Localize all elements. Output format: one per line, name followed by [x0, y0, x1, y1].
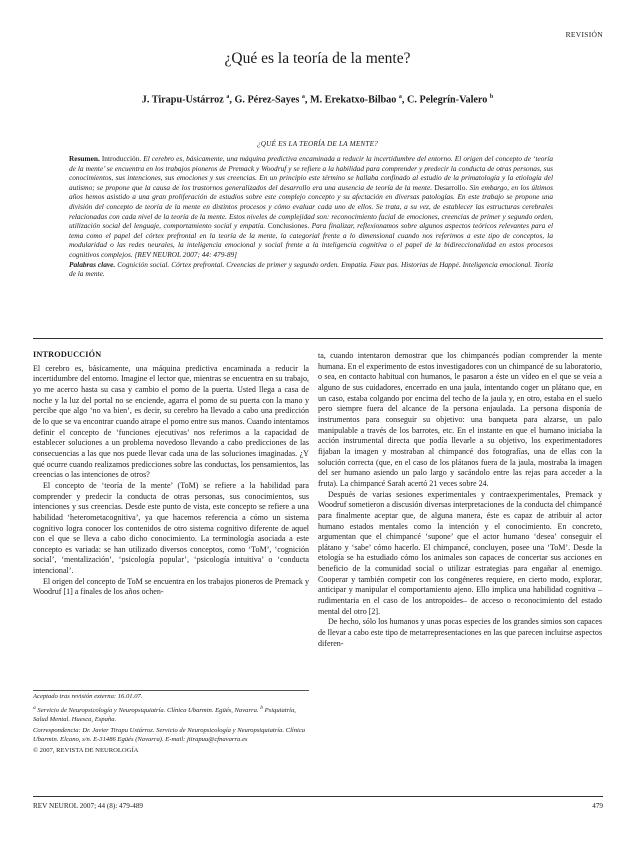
body-paragraph: Después de varias sesiones experimentales y contraexperimentales, Premack y Woodruf sometieron a discusión diversas interpretaciones de la conducta del chimpancé para finalmente aceptar que, de alguna manera, éste es capaz de atribuir al actor humano estados mentales como la intención y el conocimiento. En concreto, argumentan que el chimpancé ‘supone’ que el actor humano ‘desea’ conseguir el plátano y ‘sabe’ cómo hacerlo. El chimpancé, concluyen, posee una ‘ToM’. Desde la etología se ha estudiado cómo los animales son capaces de concertar sus acciones en beneficio de la comunidad social o utilizar estrategias para engañar al enemigo. Cooperar y también competir con los congéneres requiere, en cierto modo, explorar, anticipar y manipular el comportamiento ajeno. Ello implica una habilidad cognitiva –rudimentaria en el caso de los antropoides– de acceso o reconocimiento del estado mental del otro [2].	[318, 489, 602, 616]
affiliation-a: Servicio de Neuropsicología y Neuropsiquiatría. Clínica Ubarmin. Egüés, Navarra.	[37, 707, 259, 715]
body-paragraph: El origen del concepto de ToM se encuentra en los trabajos pioneros de Premack y Woodruf [1] a finales de los años ochen-	[33, 576, 309, 597]
keywords	[69, 260, 553, 279]
citation: [REV NEUROL 2007; 44: 479-89]	[134, 249, 238, 259]
footer-divider	[33, 796, 603, 797]
abstract-body	[69, 154, 553, 260]
keywords-text: Cognición social. Córtex prefrontal. Creencias de primer y segundo orden. Empatía. Faux pas. Historias de Happé. Inteligencia emocional. Teoría de la mente.	[69, 259, 554, 279]
conclusions-text: Para finalizar, reflexionamos sobre algunos aspectos teóricos relevantes para el tema como el papel del córtex prefrontal en la teoría de la mente, la categorial frente a lo dimensional cuando nos referimos a este tipo de conceptos, la modularidad o las redes neurales, la inteligencia emocional y social frente a la inteligencia cognitiva o el papel de la bidireccionalidad en estos procesos cognitivos complejos.	[69, 221, 554, 259]
footnote-divider	[33, 690, 309, 691]
abstract	[69, 154, 553, 279]
author-affiliation-mark: b	[489, 94, 494, 100]
section-divider	[33, 338, 603, 339]
affiliation-a-mark: a	[33, 705, 36, 712]
body-paragraph: El cerebro es, básicamente, una máquina predictiva encaminada a reducir la incertidumbre del entorno. Imagine el lector que, mientras se encuentra en su trabajo, yo me acerco hasta su casa y cambio el pomo de la puerta. Usted llega a casa de noche y la luz del portal no se enciende, agarra el pomo de su puerta con la mano y percibe que algo ‘no va bien’, es decir, su cerebro ha llevado a cabo una predicción de lo que se va encontrar cuando atrape el pomo entre sus manos. Cuando intentamos definir el concepto de ‘funciones ejecutivas’ nos referimos a la capacidad de establecer soluciones a un problema novedoso llevando a cabo predicciones de las consecuencias a las que nos puede llevar cada una de las soluciones imaginadas. ¿Y qué ocurre cuando realizamos predicciones sobre las conductas, los pensamientos, las creencias o las intenciones de otros?	[33, 363, 309, 480]
author-name: M. Erekatxo-Bilbao	[309, 94, 399, 106]
author-separator: ,	[304, 94, 310, 106]
author-name: C. Pelegrín-Valero	[407, 94, 490, 106]
keywords-label: Palabras clave.	[69, 259, 116, 269]
body-paragraph: ta, cuando intentaron demostrar que los chimpancés podían comprender la mente humana. En el experimento de estos investigadores con un chimpancé de su laboratorio, o sea, en contacto habitual con humanos, le pasaron a éste un vídeo en el que se veía a alguno de sus cuidadores, encerrado en una jaula, intentando coger un plátano que, en un caso, estaba colgando por encima del techo de la jaula y, en otro, estaba en el suelo pero siempre fuera del alcance de la persona enjaulada. La persona disponía de instrumentos para conseguir su objetivo: una banqueta para alzarse, un palo manipulable a través de los barrotes, etc. En el instante en que el humano iniciaba la acción instrumental directa que podía llevarle a su objetivo, los experimentadores fijaban la imagen y mostraban al chimpancé dos fotografías, una de ellas con la solución correcta (que, en el caso de los plátanos fuera de la jaula, mostraba la imagen del ser humano asiendo un palo largo y sacándolo entre las rejas para acceder a la fruta). La chimpancé Sarah acertó 21 veces sobre 24.	[318, 351, 602, 488]
right-column	[318, 351, 602, 649]
intro-text: El cerebro es, básicamente, una máquina predictiva encaminada a reducir la incertidumbre del entorno. El origen del concepto de ‘teoría de la mente’ se encuentra en los trabajos pioneros de Premack y Woodruf y se refiere a la habilidad para comprender y predecir la conducta de otras personas, sus conocimientos, sus intenciones, sus emociones y sus creencias. En un principio este término se hallaba confinado al estudio de la primatología y la etiología del autismo; se propone que la causa de los trastornos generalizados del desarrollo era una ausencia de teoría de la mente.	[69, 154, 553, 192]
accepted-date: Aceptado tras revisión externa: 16.01.07.	[33, 693, 143, 700]
copyright: © 2007, REVISTA DE NEUROLOGÍA	[33, 747, 139, 755]
author-affiliation-mark: a	[226, 94, 230, 100]
article-title: ¿Qué es la teoría de la mente?	[224, 50, 411, 67]
correspondence: Correspondencia: Dr. Javier Tirapu Ustárroz. Servicio de Neuropsicología y Neuropsiquiatría. Clínica Ubarmin. Elcano, s/n. E-31486 Egüés (Navarra). E-mail: jtirapuu@cfnavarra.es	[33, 727, 306, 743]
conclusions-label: Conclusiones.	[267, 221, 310, 231]
author-name: J. Tirapu-Ustárroz	[141, 94, 227, 106]
affiliations	[33, 704, 309, 724]
intro-heading: INTRODUCCIÓN	[33, 350, 102, 359]
left-column	[33, 350, 309, 598]
author-affiliation-mark: a	[398, 94, 402, 100]
footnotes	[33, 693, 309, 759]
author-list	[0, 94, 635, 105]
section-tag: REVISIÓN	[565, 30, 603, 39]
author-separator: ,	[229, 94, 235, 106]
author-affiliation-mark: a	[301, 94, 305, 100]
body-paragraph: De hecho, sólo los humanos y unas pocas especies de los grandes simios son capaces de llevar a cabo este tipo de metarrepresentaciones en las que parecen incluirse aspectos diferen-	[318, 617, 602, 648]
affiliation-b: Psiquiatría, Salud Mental. Huesca, España.	[33, 707, 296, 723]
body-paragraph: El concepto de ‘teoría de la mente’ (ToM) se refiere a la habilidad para comprender y predecir la conducta de otras personas, sus conocimientos, sus intenciones y sus creencias. Desde este punto de vista, este concepto se refiere a una habilidad ‘heterometacognitiva’, ya que hacemos referencia a cómo un sistema cognitivo logra conocer los contenidos de otro sistema cognitivo diferente de aquel con el que se lleva a cabo dicho conocimiento. La terminología asociada a este concepto es variada: se han utilizado diversos conceptos, como ‘ToM’, ‘cognición social’, ‘mentalización’, ‘psicología popular’, ‘psicología intuitiva’ o ‘conducta intencional’.	[33, 480, 309, 576]
footer-journal: REV NEUROL 2007; 44 (8): 479-489	[33, 802, 144, 810]
author-name: G. Pérez-Sayes	[234, 94, 302, 106]
development-text: Sin embargo, en los últimos años hemos asistido a una gran proliferación de estudios sobre este complejo concepto y su afectación en diversas patologías. En este trabajo se propone una división del concepto de teoría de la mente en distintos procesos y cómo evaluar cada uno de ellos. Se trata, a su vez, de establecer las estructuras cerebrales relacionadas con cada nivel de la teoría de la mente. Estos niveles de complejidad son: reconocimiento facial de emociones, creencias de primer y segundo orden, utilización social del lenguaje, comportamiento social y empatía.	[69, 182, 554, 231]
summary-label: Resumen.	[69, 154, 100, 163]
intro-label: Introducción.	[101, 154, 142, 163]
page-number: 479	[592, 802, 603, 810]
development-label: Desarrollo.	[434, 182, 468, 192]
author-separator: ,	[401, 94, 408, 106]
affiliation-b-mark: b	[260, 705, 263, 712]
abstract-title: ¿QUÉ ES LA TEORÍA DE LA MENTE?	[256, 140, 378, 148]
